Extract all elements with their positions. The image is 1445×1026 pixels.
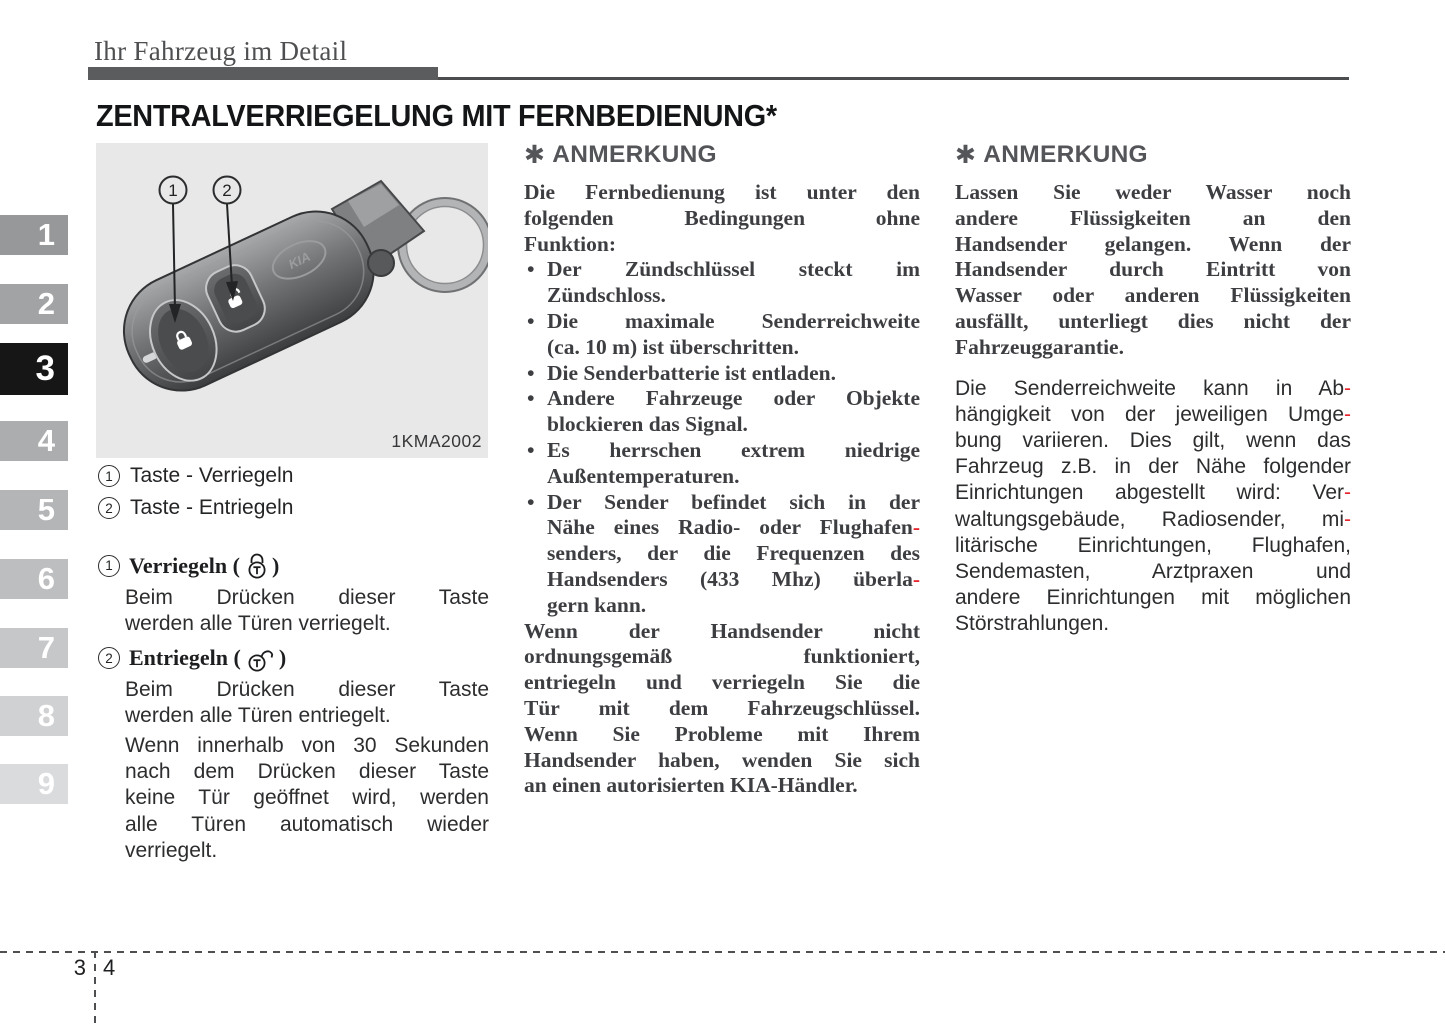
text-line: keine Tür geöffnet wird, werden bbox=[125, 786, 489, 810]
sidebar-tab-6: 6 bbox=[0, 559, 68, 599]
text-line: Wenn innerhalb von 30 Sekunden bbox=[125, 734, 489, 757]
sidebar-tab-2: 2 bbox=[0, 284, 68, 324]
key-item bbox=[98, 464, 293, 488]
text-line: Handsender gelangen. Wenn der bbox=[955, 231, 1351, 256]
text-line: ausfällt, unterliegt dies nicht der bbox=[955, 308, 1351, 333]
svg-text:1: 1 bbox=[168, 181, 178, 200]
red-hyphen: - bbox=[1344, 402, 1351, 426]
bullet-marker: • bbox=[527, 437, 535, 462]
text-line: gern kann. bbox=[547, 592, 647, 617]
text-line: entriegeln und verriegeln Sie die bbox=[524, 670, 920, 695]
sidebar-tab-4: 4 bbox=[0, 421, 68, 461]
text-line: Beim Drücken dieser Taste bbox=[125, 586, 489, 609]
text-line: Die Fernbedienung ist unter den bbox=[524, 180, 920, 204]
text-line: Funktion: bbox=[524, 231, 617, 256]
text-line: hängigkeit von der jeweiligen Umge- bbox=[955, 402, 1351, 426]
text-line: Einrichtungen abgestellt wird: Ver- bbox=[955, 481, 1351, 505]
red-hyphen: - bbox=[1344, 481, 1351, 505]
text-line: Außentemperaturen. bbox=[547, 463, 740, 488]
key-item-label: Taste - Verriegeln bbox=[130, 464, 294, 487]
text-line: senders, der die Frequenzen des bbox=[547, 541, 920, 566]
svg-text:KIA: KIA bbox=[286, 248, 313, 272]
text-line: andere Einrichtungen mit möglichen bbox=[955, 586, 1351, 610]
red-hyphen: - bbox=[1344, 507, 1351, 531]
section-label: Entriegeln ( bbox=[129, 645, 241, 670]
bullet-marker: • bbox=[527, 360, 535, 385]
text-line: werden alle Türen verriegelt. bbox=[125, 612, 391, 636]
bullet-item bbox=[524, 386, 920, 438]
section-body bbox=[125, 585, 489, 637]
text-line: Der Zündschlüssel steckt im bbox=[547, 257, 920, 282]
text-line: Beim Drücken dieser Taste bbox=[125, 678, 489, 701]
text-line: Wenn Sie Probleme mit Ihrem bbox=[524, 721, 920, 746]
text-line: Wenn der Handsender nicht bbox=[524, 618, 920, 643]
bullet-marker: • bbox=[527, 386, 535, 411]
section-label: Verriegeln ( bbox=[129, 552, 240, 578]
text-line: litärische Einrichtungen, Flughafen, bbox=[955, 533, 1351, 557]
text-line: (ca. 10 m) ist überschritten. bbox=[547, 334, 799, 359]
sidebar-tab-9: 9 bbox=[0, 764, 68, 804]
asterisk-icon: ✱ bbox=[955, 140, 977, 169]
bullet-item bbox=[524, 309, 920, 361]
text-line: blockieren das Signal. bbox=[547, 412, 748, 437]
footer-dashed-rule bbox=[0, 951, 1445, 953]
page-title bbox=[96, 98, 828, 134]
circled-number: 2 bbox=[98, 497, 120, 519]
text-line: Sendemasten, Arztpraxen und bbox=[955, 560, 1351, 583]
bullet-item bbox=[524, 361, 920, 387]
text-line: ordnungsgemäß funktioniert, bbox=[524, 644, 920, 669]
text-line: Die Senderreichweite kann in Ab- bbox=[955, 376, 1351, 400]
header-bar bbox=[88, 67, 438, 80]
note-column-water bbox=[955, 140, 1351, 638]
text-line: Wasser oder anderen Flüssigkeiten bbox=[955, 283, 1351, 308]
section-heading-verriegeln bbox=[98, 552, 279, 579]
text-line: Tür mit dem Fahrzeugschlüssel. bbox=[524, 695, 920, 720]
section-extra-paragraph bbox=[125, 733, 489, 864]
text-line: Die maximale Senderreichweite bbox=[547, 308, 920, 333]
text-line: Handsender durch Eintritt von bbox=[955, 257, 1351, 282]
bullet-item bbox=[524, 257, 920, 309]
footer-dashed-divider bbox=[94, 951, 96, 1026]
key-item-label: Taste - Entriegeln bbox=[130, 496, 294, 519]
text-line: verriegelt. bbox=[125, 838, 218, 862]
page-number-chapter: 3 bbox=[73, 955, 86, 980]
text-line: Handsenders (433 Mhz) überla- bbox=[547, 566, 920, 591]
section-label-close: ) bbox=[278, 645, 287, 670]
section-heading-entriegeln bbox=[98, 644, 286, 672]
bullet-item bbox=[524, 438, 920, 490]
page-title-text: ZENTRALVERRIEGELUNG MIT FERNBEDIENUNG* bbox=[96, 98, 777, 133]
note-column-conditions bbox=[524, 140, 920, 799]
note-heading bbox=[524, 140, 920, 169]
keyfob-figure bbox=[96, 143, 488, 458]
text-line: andere Flüssigkeiten an den bbox=[955, 205, 1351, 230]
figure-key-list bbox=[98, 464, 293, 528]
note-intro bbox=[524, 180, 920, 257]
note-closing bbox=[524, 619, 920, 800]
note-title: ANMERKUNG bbox=[552, 140, 717, 168]
text-line: an einen autorisierten KIA-Händler. bbox=[524, 773, 858, 798]
bullet-marker: • bbox=[527, 489, 535, 514]
text-line: Fahrzeuggarantie. bbox=[955, 334, 1124, 359]
key-ring-icon bbox=[398, 198, 488, 292]
text-line: folgenden Bedingungen ohne bbox=[524, 205, 920, 230]
running-header: Ihr Fahrzeug im Detail bbox=[94, 36, 348, 66]
keyfob-illustration bbox=[96, 143, 488, 458]
text-line: Lassen Sie weder Wasser noch bbox=[955, 180, 1351, 204]
circled-number: 1 bbox=[98, 465, 120, 487]
circled-number: 1 bbox=[98, 555, 120, 577]
text-line: Der Sender befindet sich in der bbox=[547, 489, 920, 514]
page-number-page: 4 bbox=[103, 955, 116, 980]
text-line: Andere Fahrzeuge oder Objekte bbox=[547, 386, 920, 411]
asterisk-icon: ✱ bbox=[524, 140, 546, 169]
strap-rivet bbox=[368, 250, 394, 276]
text-line: nach dem Drücken dieser Taste bbox=[125, 760, 489, 784]
sidebar-tab-5: 5 bbox=[0, 490, 68, 530]
red-hyphen: - bbox=[1344, 376, 1351, 400]
red-hyphen: - bbox=[912, 515, 920, 540]
keyfob-body bbox=[106, 193, 392, 409]
lock-closed-icon bbox=[246, 552, 268, 579]
text-line: Handsender haben, wenden Sie sich bbox=[524, 747, 920, 772]
text-line: bung variieren. Dies gilt, wenn das bbox=[955, 428, 1351, 452]
text-line: werden alle Türen entriegelt. bbox=[125, 704, 391, 728]
header-rule bbox=[438, 77, 1349, 80]
bullet-marker: • bbox=[527, 308, 535, 333]
range-paragraph bbox=[955, 376, 1351, 638]
figure-caption: 1KMA2002 bbox=[391, 431, 482, 451]
key-item bbox=[98, 496, 293, 520]
section-body bbox=[125, 677, 489, 729]
circled-number: 2 bbox=[98, 647, 120, 669]
bullet-item bbox=[524, 490, 920, 619]
note-title: ANMERKUNG bbox=[983, 140, 1148, 168]
bullet-marker: • bbox=[527, 257, 535, 282]
sidebar-tab-7: 7 bbox=[0, 628, 68, 668]
text-line: Störstrahlungen. bbox=[955, 612, 1110, 636]
sidebar-tab-1: 1 bbox=[0, 215, 68, 255]
lock-open-icon bbox=[247, 644, 275, 672]
text-line: waltungsgebäude, Radiosender, mi- bbox=[955, 507, 1351, 531]
section-label-close: ) bbox=[271, 552, 280, 578]
red-hyphen: - bbox=[912, 566, 920, 591]
sidebar-tab-3: 3 bbox=[0, 343, 68, 395]
note-heading bbox=[955, 140, 1351, 169]
note-paragraph bbox=[955, 180, 1351, 361]
paragraph-gap bbox=[955, 361, 1351, 376]
text-line: Die Senderbatterie ist entladen. bbox=[547, 360, 837, 385]
text-line: Zündschloss. bbox=[547, 283, 666, 308]
text-line: Es herrschen extrem niedrige bbox=[547, 437, 920, 462]
text-line: alle Türen automatisch wieder bbox=[125, 812, 489, 836]
text-line: Fahrzeug z.B. in der Nähe folgender bbox=[955, 455, 1351, 479]
sidebar-tab-8: 8 bbox=[0, 696, 68, 736]
svg-text:2: 2 bbox=[222, 181, 232, 200]
condition-bullet-list bbox=[524, 257, 920, 618]
text-line: Nähe eines Radio- oder Flughafen- bbox=[547, 515, 920, 540]
